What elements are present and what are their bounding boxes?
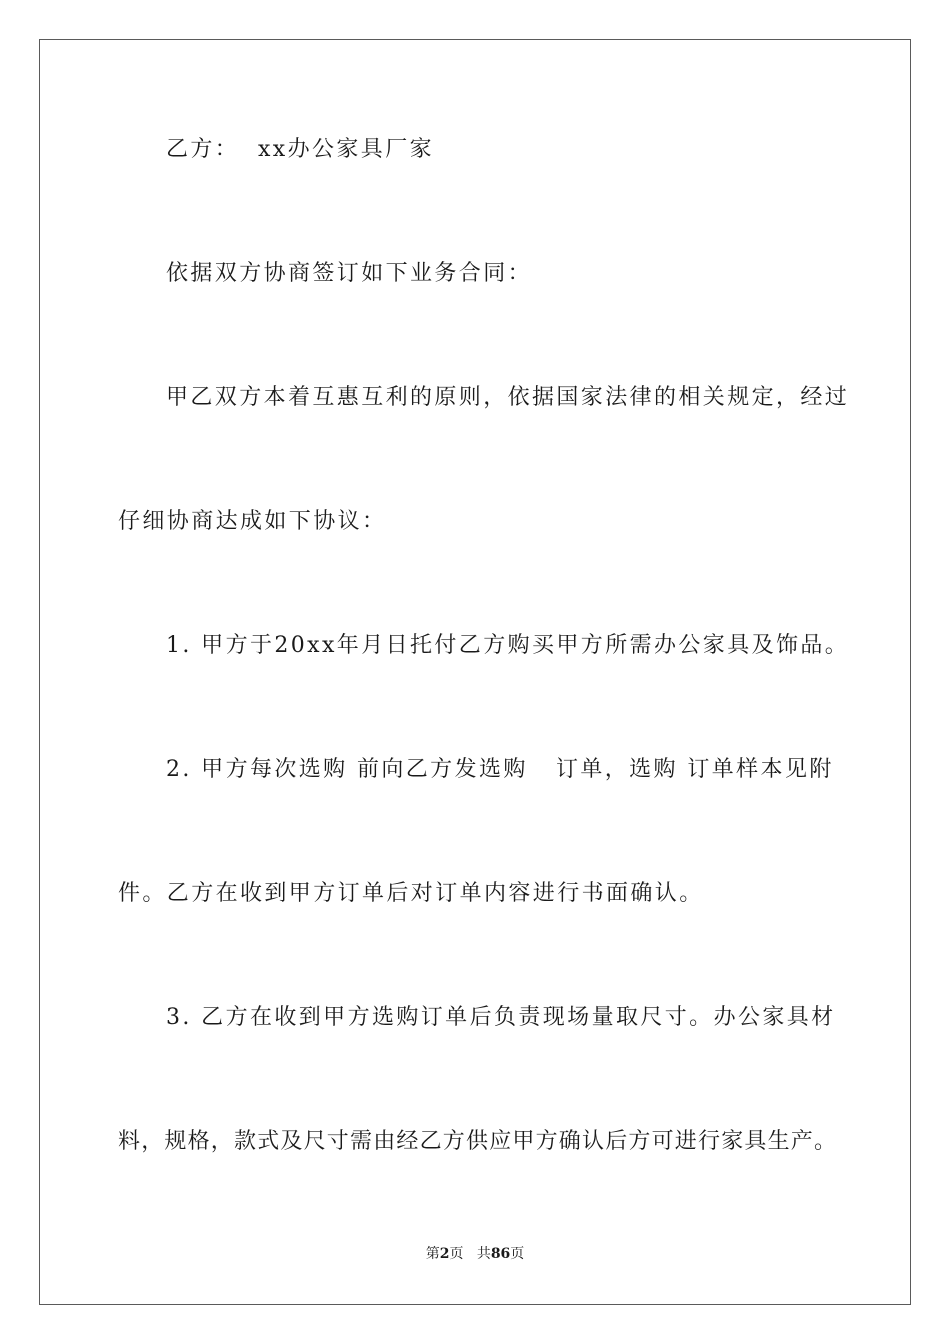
contract-intro-line: 依据双方协商签订如下业务合同： <box>166 261 533 286</box>
clause-2-line-2: 件。乙方在收到甲方订单后对订单内容进行书面确认。 <box>118 881 704 906</box>
footer-page-suffix: 页 <box>449 1246 464 1262</box>
footer-total-pages: 86 <box>490 1246 511 1262</box>
footer-page-number: 2 <box>439 1246 450 1262</box>
clause-3-line-1: 3. 乙方在收到甲方选购订单后负责现场量取尺寸。办公家具材 <box>166 1005 836 1030</box>
clause-3-line-2: 料，规格，款式及尺寸需由经乙方供应甲方确认后方可进行家具生产。 <box>118 1129 838 1154</box>
footer-page-prefix: 第 <box>425 1246 440 1262</box>
footer-total-suffix: 页 <box>510 1246 525 1262</box>
page-footer <box>0 1244 950 1264</box>
paragraph-1-line-2: 仔细协商达成如下协议： <box>118 509 387 534</box>
clause-2-line-1: 2. 甲方每次选购 前向乙方发选购 订单，选购 订单样本见附 <box>166 757 834 782</box>
paragraph-1-line-1: 甲乙双方本着互惠互利的原则，依据国家法律的相关规定，经过 <box>166 385 850 410</box>
footer-total-prefix: 共 <box>476 1246 491 1262</box>
party-b-line: 乙方： xx办公家具厂家 <box>166 137 435 162</box>
clause-1-line-1: 1. 甲方于20xx年月日托付乙方购买甲方所需办公家具及饰品。 <box>166 633 850 658</box>
page-border <box>39 39 911 1305</box>
